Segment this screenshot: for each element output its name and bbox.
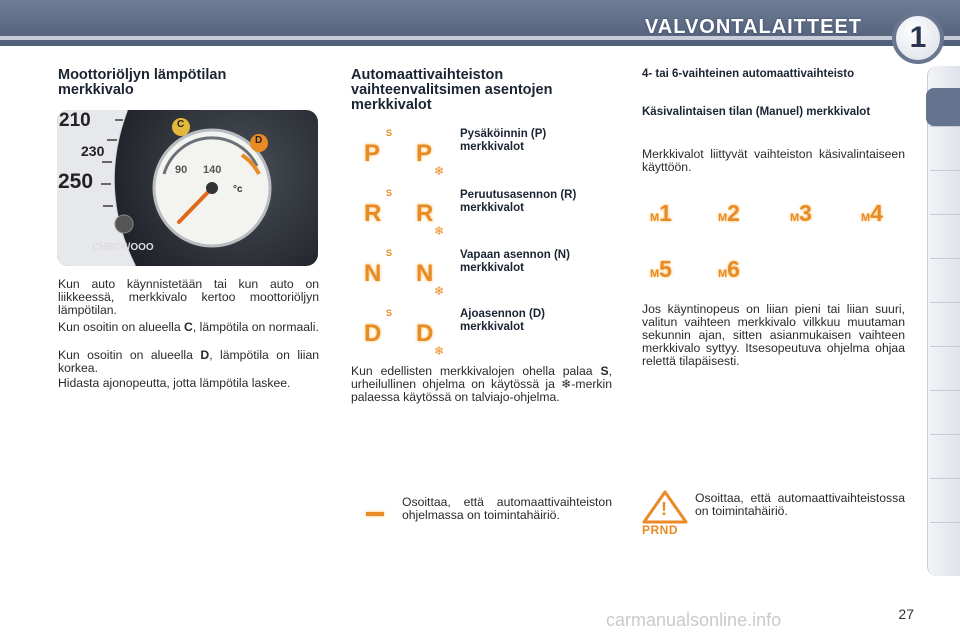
gear-p-label: Pysäköinnin (P) merkkivalot bbox=[460, 128, 547, 153]
gear-r-label: Peruutusasennon (R) merkkivalot bbox=[460, 189, 577, 214]
page-number: 27 bbox=[898, 606, 914, 622]
gearbox-program-fault-indicator bbox=[366, 512, 384, 516]
rpm-adaptive-text: Jos käyntinopeus on liian pieni tai liian suuri, valitun vaihteen merkkivalo vilkkuu muutaman sekunnin ajan, sitten asianmukaisen vaihteen merkkivalo syttyy. Itsesopeutuva ohjelma ohjaa relettä tilapäisesti. bbox=[642, 302, 905, 368]
gearbox-fault-warning-icon bbox=[640, 490, 690, 540]
gauge-temp-90: 90 bbox=[175, 164, 188, 176]
chapter-number-badge: 1 bbox=[892, 12, 944, 64]
gauge-check-label: CHECK/OOO bbox=[92, 242, 154, 253]
oil-temp-advice-text: Hidasta ajonopeutta, jotta lämpötila laskee. bbox=[58, 376, 291, 390]
manual-gear-indicator-2: M2 bbox=[718, 200, 740, 226]
manual-gear-indicator-6: M6 bbox=[718, 256, 740, 282]
gauge-scale-230: 230 bbox=[81, 143, 105, 159]
manual-gear-indicator-4: M4 bbox=[861, 200, 883, 226]
manual-gear-indicator-5: M5 bbox=[650, 256, 672, 282]
gearbox-type-heading: 4- tai 6-vaihteinen automaattivaihteisto bbox=[642, 68, 855, 80]
oil-temp-heading: Moottoriöljyn lämpötilan merkkivalo bbox=[58, 67, 227, 98]
page-header-title: VALVONTALAITTEET bbox=[644, 16, 862, 38]
gauge-zone-d-label: D bbox=[255, 135, 263, 146]
program-fault-text: Osoittaa, että automaattivaihteiston ohjelmassa on toimintahäiriö. bbox=[402, 495, 612, 522]
manual-mode-heading: Käsivalintaisen tilan (Manuel) merkkivalot bbox=[642, 106, 871, 118]
sport-winter-program-text: Kun edellisten merkkivalojen ohella palaa S, urheilullinen ohjelma on käytössä ja ❄-merkin palaessa käytössä on talviajo-ohjelma. bbox=[351, 364, 612, 404]
gear-indicator-d: S D D ❄ bbox=[364, 308, 445, 358]
gear-selector-heading: Automaattivaihteiston vaihteenvalitsimen asentojen merkkivalot bbox=[351, 67, 553, 113]
oil-temp-zone-c-text: Kun osoitin on alueella C, lämpötila on normaali. bbox=[58, 320, 319, 334]
gauge-scale-250: 250 bbox=[58, 170, 94, 193]
gearbox-fault-text: Osoittaa, että automaattivaihteistossa on toimintahäiriö. bbox=[695, 491, 905, 518]
oil-temp-zone-d-text: Kun osoitin on alueella D, lämpötila on liian korkea. bbox=[58, 348, 319, 375]
gear-n-label: Vapaan asennon (N) merkkivalot bbox=[460, 249, 570, 274]
oil-temperature-gauge-image bbox=[57, 110, 318, 266]
manual-gear-indicator-1: M1 bbox=[650, 200, 672, 226]
prnd-label: PRND bbox=[642, 523, 679, 537]
chapter-tab-active bbox=[926, 88, 960, 126]
gauge-temp-140: 140 bbox=[203, 164, 222, 176]
gear-indicator-p: S P P ❄ bbox=[364, 128, 445, 178]
warning-exclamation-icon: ! bbox=[661, 499, 667, 519]
manual-mode-description: Merkkivalot liittyvät vaihteiston käsivalintaiseen käyttöön. bbox=[642, 147, 905, 174]
oil-temp-description: Kun auto käynnistetään tai kun auto on liikkeessä, merkkivalo kertoo moottoriöljyn lämpötilan. bbox=[58, 277, 319, 317]
manual-gear-indicator-3: M3 bbox=[790, 200, 812, 226]
gear-indicator-n: S N N ❄ bbox=[364, 248, 445, 298]
gear-indicator-r: S R R ❄ bbox=[364, 188, 445, 238]
gear-d-label: Ajoasennon (D) merkkivalot bbox=[460, 308, 545, 333]
gauge-zone-c-label: C bbox=[177, 119, 185, 130]
gauge-unit-label: °c bbox=[233, 184, 243, 195]
chapter-tab-strip bbox=[927, 66, 960, 576]
gauge-scale-210: 210 bbox=[59, 110, 91, 131]
watermark-text: carmanualsonline.info bbox=[606, 610, 782, 630]
